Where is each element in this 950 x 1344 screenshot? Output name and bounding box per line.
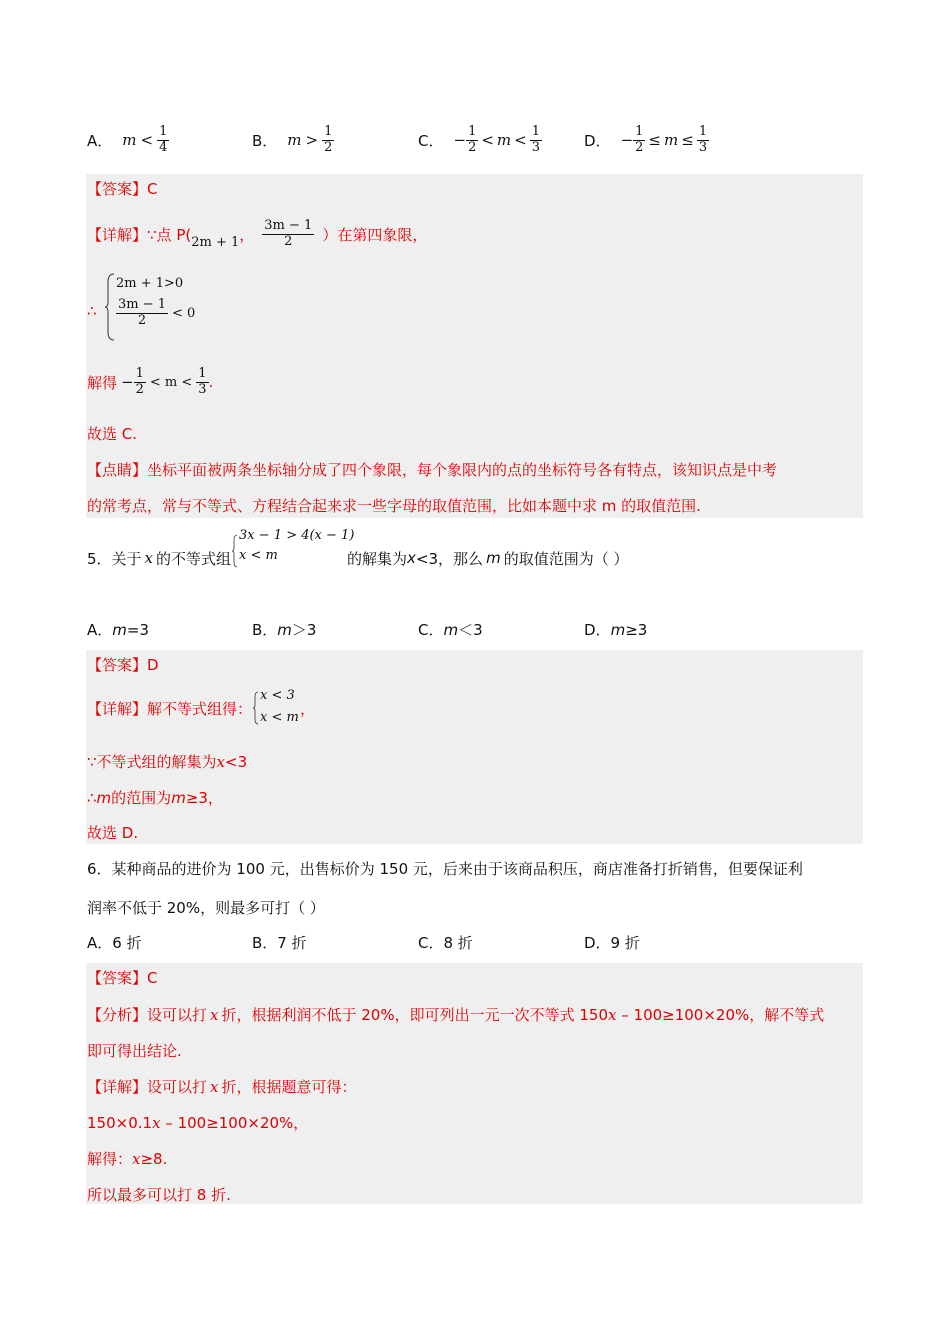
q6-stem-line-1: 6．某种商品的进价为 100 元，出售标价为 150 元，后来由于该商品积压，商店准备打折销售，但要保证利 (87, 860, 803, 878)
q6-option-d: D．9 折 (584, 934, 640, 952)
text: 设可以打 (147, 1006, 208, 1024)
text: 的范围为 (111, 789, 172, 807)
system-line-1: 2m + 1>0 (116, 276, 184, 291)
q4-point-line-2: 的常考点，常与不等式、方程结合起来求一些字母的取值范围，比如本题中求 m 的取值范围. (87, 497, 701, 515)
q5-inequality-system (231, 528, 355, 588)
var-m: m (496, 131, 512, 149)
option-label: D． (584, 131, 611, 150)
q4-option-b (252, 120, 334, 160)
brace-icon (252, 691, 260, 725)
option-label: D． (584, 621, 611, 639)
q5-because-line (87, 751, 247, 772)
var-m: m (112, 621, 127, 639)
point-y-fraction: $\frac{3m - 1}{2}$ (264, 217, 313, 249)
option-value: ≥3 (625, 621, 648, 639)
detail-text: 解不等式组得： (147, 699, 253, 718)
stem-text: 的不等式组 (156, 549, 232, 568)
q6-option-c: C．8 折 (418, 934, 473, 952)
system-line-1: x < 3 (260, 688, 295, 703)
stem-text: 5．关于 (87, 549, 142, 568)
var-x: x (210, 1006, 219, 1024)
q4-therefore-symbol: ∴ (87, 302, 97, 320)
fraction: $\frac{1}{2}$ (468, 123, 477, 155)
q5-option-d (584, 619, 647, 640)
q5-solution-system (252, 686, 300, 730)
comma: ， (300, 699, 316, 718)
text: 折，根据利润不低于 20%，即可列出一元一次不等式 150 (221, 1006, 609, 1024)
system-line-1: 3x − 1 > 4(x − 1) (239, 528, 355, 543)
var-x: x (407, 549, 416, 567)
q4-option-c (418, 120, 542, 160)
text: – 100≥100×20%，解不等式 (616, 1006, 825, 1024)
point-x-expression: 2m + 1 (191, 234, 240, 250)
relation: < (481, 131, 494, 149)
option-label: B． (252, 131, 278, 150)
var-x: x (152, 1114, 161, 1132)
var-x: x (210, 1078, 219, 1096)
detail-label: 【详解】 (87, 225, 148, 244)
text: 折，根据题意可得： (221, 1078, 357, 1096)
option-label: A． (87, 131, 113, 150)
system-line-2: x < m (239, 548, 278, 563)
stem-text: <3，那么 (415, 549, 484, 568)
var-m: m (122, 131, 137, 149)
text: 设可以打 (147, 1078, 208, 1096)
option-label: A． (87, 621, 113, 639)
var-x: x (132, 1150, 141, 1168)
fraction: $\frac{1}{2}$ (635, 123, 644, 155)
fraction: $\frac{1}{4}$ (159, 123, 168, 155)
q6-detail-line (87, 1076, 357, 1097)
relation: ≤ (648, 131, 661, 149)
detail-text: ∵点 P( (147, 225, 192, 244)
var-m: m (287, 131, 302, 149)
minus: − (121, 373, 134, 391)
q5-option-a (87, 619, 149, 640)
option-value: ＜3 (458, 621, 483, 639)
therefore-symbol: ∴ (87, 789, 97, 807)
q6-solve-line (87, 1148, 167, 1169)
var-x: x (216, 753, 226, 771)
var-x: x (144, 549, 154, 567)
stem-text: 的取值范围为（ ） (503, 549, 629, 568)
option-label: C． (418, 621, 444, 639)
fraction: $\frac{1}{3}$ (198, 365, 207, 397)
text: 解得： (87, 1150, 133, 1168)
option-label: C． (418, 131, 444, 150)
var-x: x (608, 1006, 617, 1024)
q6-equation-line (87, 1112, 308, 1133)
relation: ≤ (681, 131, 694, 149)
detail-text: ）在第四象限， (322, 225, 428, 244)
var-m: m (486, 549, 501, 567)
q5-choose: 故选 D. (87, 824, 139, 842)
var-m: m (610, 621, 626, 639)
stem-text: 的解集为 (347, 549, 408, 568)
text: – 100≥100×20%， (160, 1114, 309, 1132)
q6-option-b: B．7 折 (252, 934, 307, 952)
fraction: $\frac{1}{3}$ (698, 123, 708, 155)
fraction: $\frac{3m - 1}{2}$ (118, 297, 167, 328)
fraction: $\frac{1}{2}$ (324, 123, 333, 155)
q6-option-a: A．6 折 (87, 934, 142, 952)
var-m: m (443, 621, 459, 639)
comma: ， (239, 225, 255, 244)
system-line-2 (116, 298, 195, 329)
var-m: m (664, 131, 679, 149)
text: ≥3， (185, 789, 223, 807)
relation: < (514, 131, 527, 149)
var-m: m (277, 621, 292, 639)
relation: < 0 (172, 305, 196, 321)
q4-option-a (87, 120, 169, 160)
relation: < m < (149, 374, 193, 390)
solve-prefix: 解得 (87, 373, 118, 392)
var-m: m (96, 789, 112, 807)
q5-solution-block (86, 650, 863, 844)
q5-stem (87, 528, 628, 588)
fraction: $\frac{1}{3}$ (531, 123, 541, 155)
relation: > (305, 131, 319, 149)
text: <3 (225, 753, 248, 771)
q6-conclusion: 所以最多可以打 8 折. (87, 1186, 231, 1204)
brace-icon (231, 534, 239, 568)
minus: − (620, 131, 634, 149)
fraction: $\frac{1}{2}$ (135, 365, 144, 397)
system-line-2: x < m (260, 710, 299, 725)
q5-detail-line (87, 686, 315, 730)
q5-therefore-line (87, 787, 223, 808)
text: 150×0.1 (87, 1114, 153, 1132)
text: ≥8. (140, 1150, 168, 1168)
q6-analysis-line-2: 即可得出结论. (87, 1042, 182, 1060)
q4-answer: 【答案】C (87, 180, 158, 198)
q5-option-c (418, 619, 483, 640)
q4-point-line-1 (87, 459, 777, 480)
q6-analysis-line-1 (87, 1004, 824, 1025)
detail-label: 【详解】 (87, 1078, 148, 1096)
q6-answer: 【答案】C (87, 969, 158, 987)
var-m: m (171, 789, 186, 807)
point-label: 【点睛】 (87, 461, 148, 479)
brace-icon (104, 272, 116, 342)
text: ∵不等式组的解集为 (87, 753, 217, 771)
q4-detail-line (87, 212, 427, 256)
q5-option-b (252, 619, 316, 640)
analysis-label: 【分析】 (87, 1006, 148, 1024)
option-value: =3 (126, 621, 150, 639)
point-text: 坐标平面被两条坐标轴分成了四个象限，每个象限内的点的坐标符号各有特点，该知识点是中考 (147, 461, 778, 479)
q4-choose: 故选 C. (87, 425, 138, 443)
relation: < (140, 131, 154, 149)
q5-answer: 【答案】D (87, 656, 159, 674)
period: . (208, 373, 214, 391)
q4-inequality-system (104, 272, 194, 342)
option-value: ＞3 (291, 621, 317, 639)
option-label: B． (252, 621, 278, 639)
detail-label: 【详解】 (87, 699, 148, 718)
q4-option-d (584, 120, 709, 160)
q6-stem-line-2: 润率不低于 20%，则最多可打（ ） (87, 899, 325, 917)
q4-solve-line (87, 360, 213, 404)
minus: − (453, 131, 467, 149)
